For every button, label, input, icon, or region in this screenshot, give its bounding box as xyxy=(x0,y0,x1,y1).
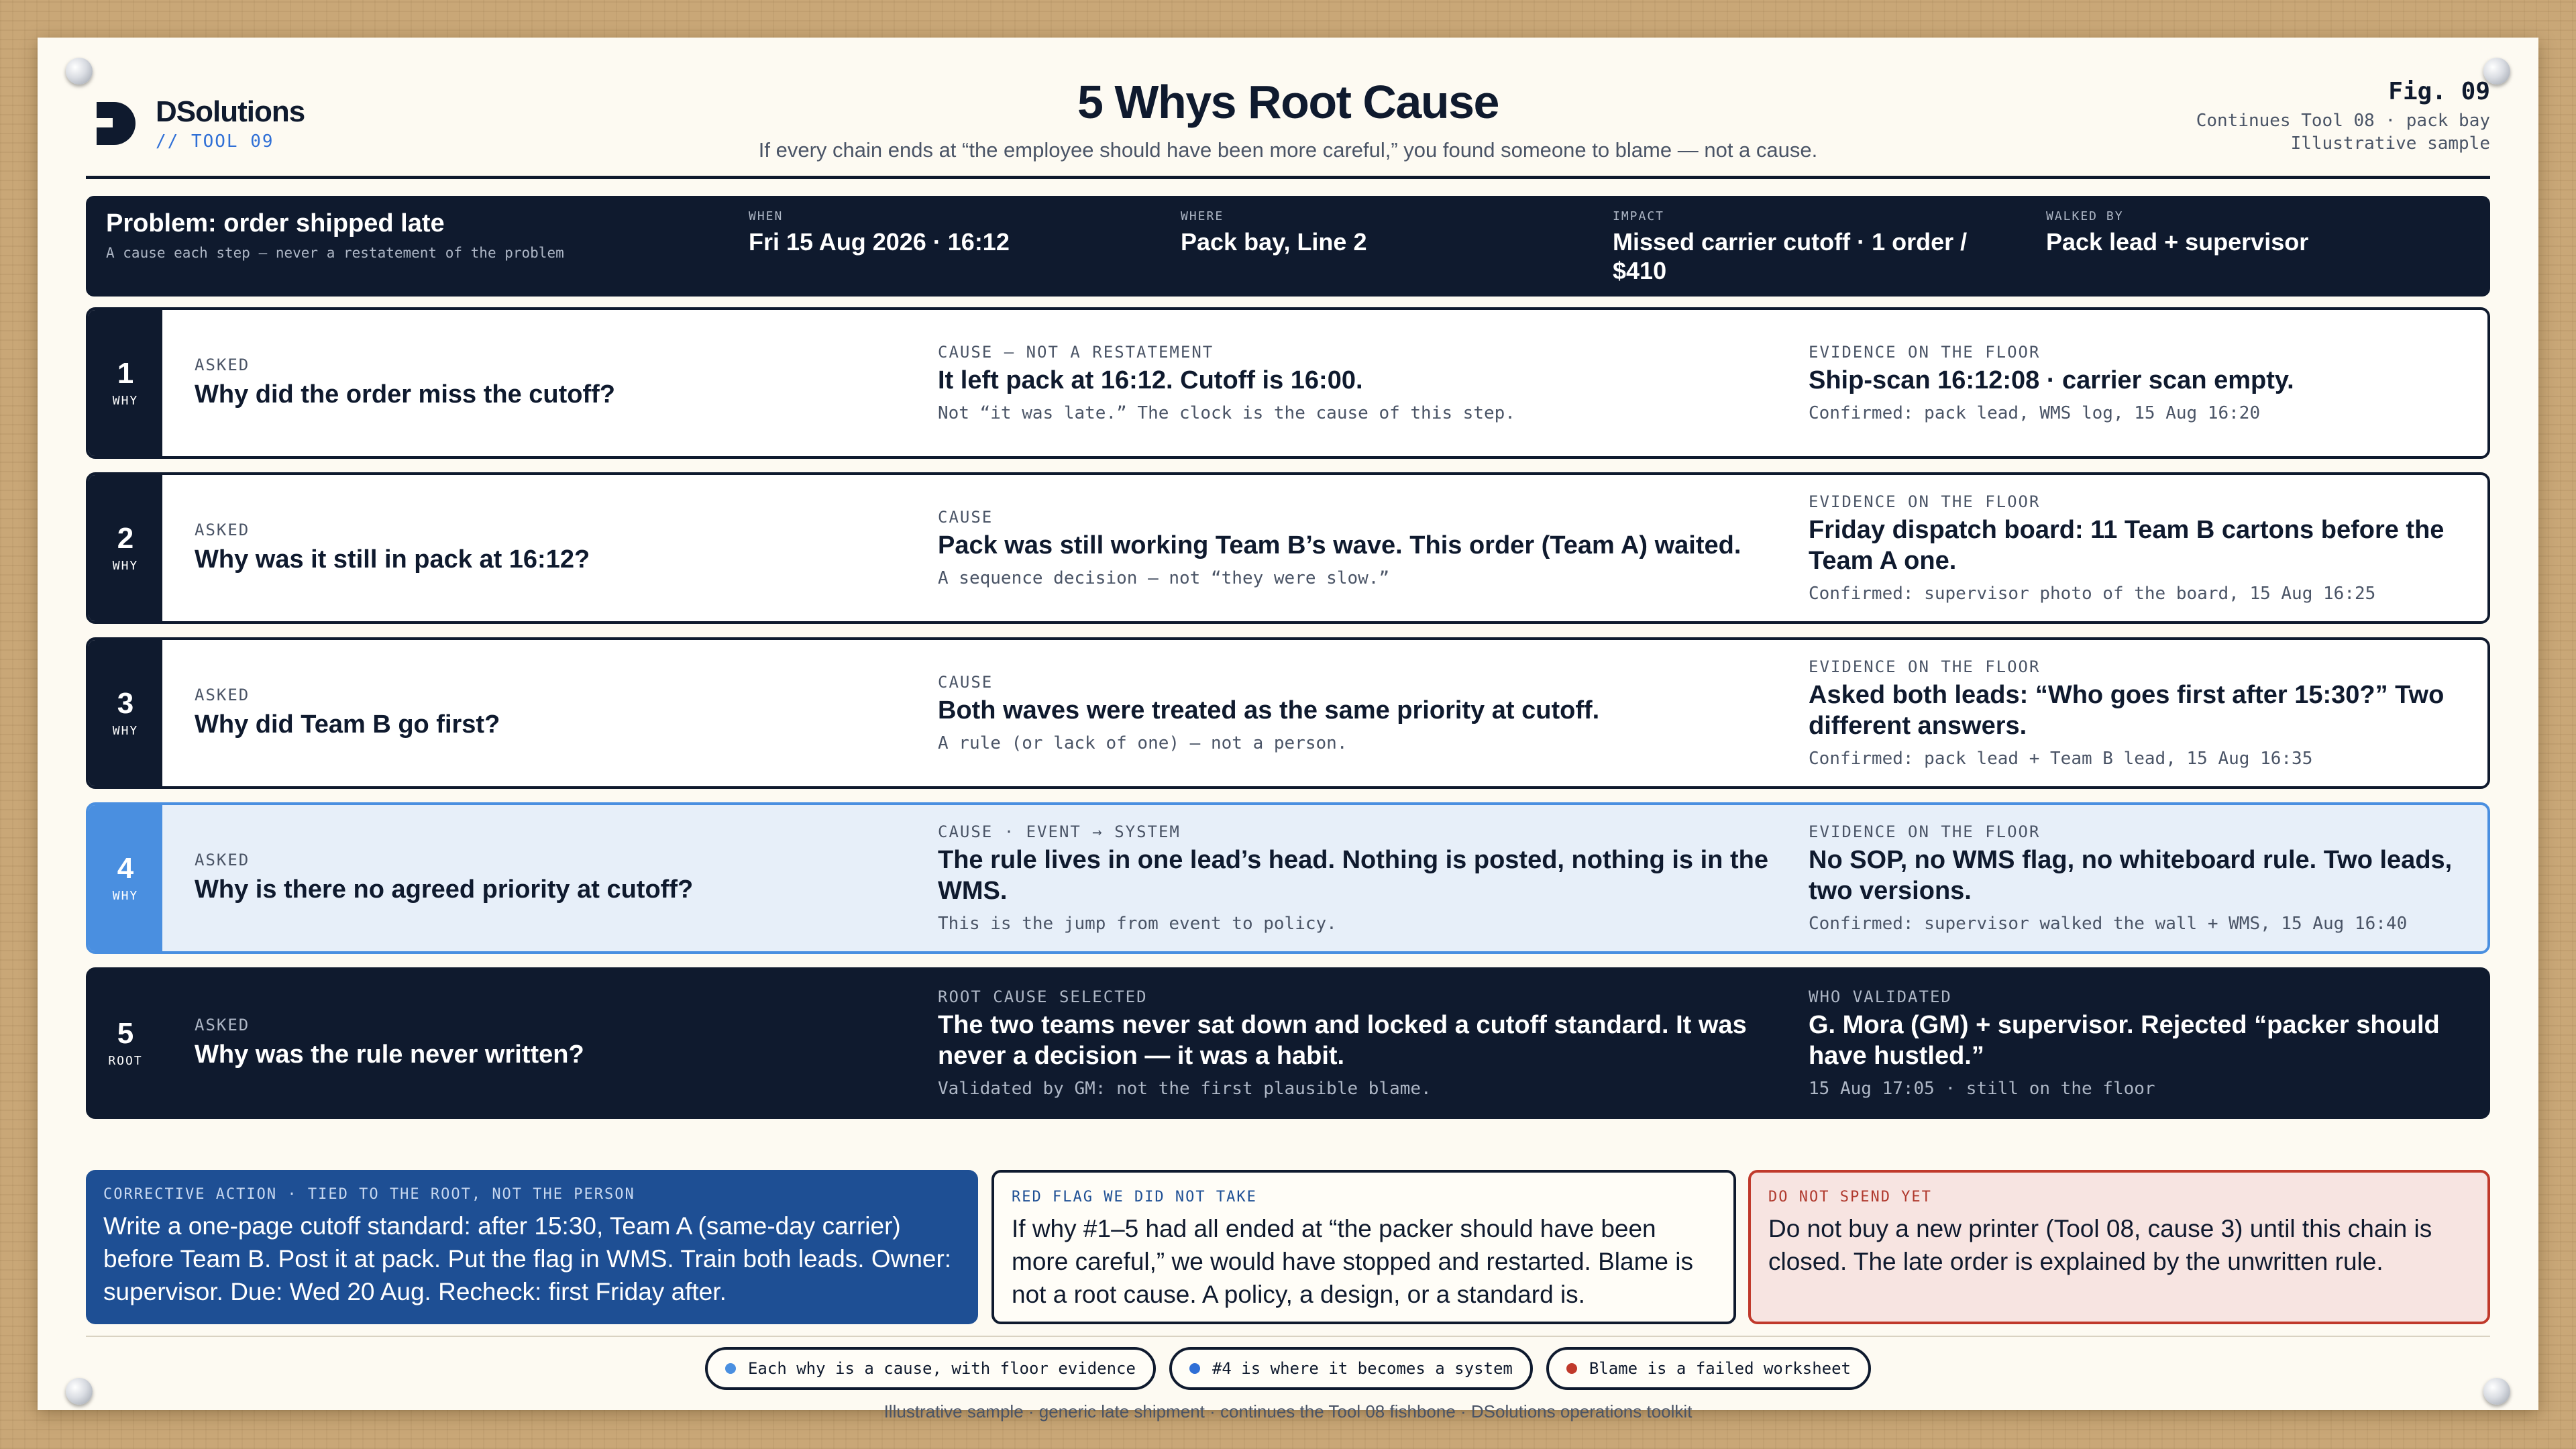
evidence-note: Confirmed: supervisor photo of the board, 15 Aug 16:25 xyxy=(1809,583,2376,604)
footer-divider xyxy=(86,1336,2490,1337)
walked-by-value: Pack lead + supervisor xyxy=(2046,228,2309,256)
do-not-spend-box xyxy=(1748,1170,2490,1324)
page-title: 5 Whys Root Cause xyxy=(1077,76,1499,128)
root-cause-note: Validated by GM: not the first plausible blame. xyxy=(938,1078,1432,1099)
figure-info xyxy=(2196,78,2490,154)
why-row-5-root xyxy=(86,967,2490,1119)
evidence-label: EVIDENCE ON THE FLOOR xyxy=(1809,822,2041,842)
problem-subtitle: A cause each step — never a restatement of the problem xyxy=(106,245,564,261)
validator-text: G. Mora (GM) + supervisor. Rejected “packer should have hustled.” xyxy=(1809,1011,2440,1070)
red-dot-icon xyxy=(1566,1363,1577,1374)
why-question: Why was it still in pack at 16:12? xyxy=(195,545,590,574)
takeaway-chip: Each why is a cause, with floor evidence xyxy=(705,1347,1156,1390)
validator-note: 15 Aug 17:05 · still on the floor xyxy=(1809,1078,2155,1099)
problem-title: Problem: order shipped late xyxy=(106,209,445,237)
cause-note: A sequence decision — not “they were slow.” xyxy=(938,568,1390,588)
evidence-note: Confirmed: pack lead, WMS log, 15 Aug 16:20 xyxy=(1809,402,2261,423)
blue-dot-icon xyxy=(1189,1363,1200,1374)
why-question: Why did the order miss the cutoff? xyxy=(195,380,616,409)
cause-label: CAUSE · EVENT → SYSTEM xyxy=(938,822,1181,842)
why-number-badge: 4 WHY xyxy=(89,805,162,951)
why-question: Why did Team B go first? xyxy=(195,710,500,739)
cause-label: CAUSE xyxy=(938,508,994,527)
asked-label: ASKED xyxy=(195,686,250,705)
evidence-label: EVIDENCE ON THE FLOOR xyxy=(1809,657,2041,677)
do-not-spend-text: Do not buy a new printer (Tool 08, cause 3) until this chain is closed. The late order is explained by the unwritten rule. xyxy=(1768,1215,2432,1276)
figure-number: Fig. 09 xyxy=(2388,78,2490,105)
cause-text: Pack was still working Team B’s wave. This order (Team A) waited. xyxy=(938,531,1741,560)
brand-name: DSolutions xyxy=(156,95,305,128)
cause-note: Not “it was late.” The clock is the cause of this step. xyxy=(938,402,1515,423)
evidence-text: Friday dispatch board: 11 Team B cartons before the Team A one. xyxy=(1809,516,2445,575)
why-number-badge: 3 WHY xyxy=(89,640,162,786)
cause-text: It left pack at 16:12. Cutoff is 16:00. xyxy=(938,366,1363,395)
evidence-label: EVIDENCE ON THE FLOOR xyxy=(1809,343,2041,362)
cause-label: CAUSE xyxy=(938,673,994,692)
why-row-3 xyxy=(86,637,2490,789)
red-flag-text: If why #1–5 had all ended at “the packer should have been more careful,” we would have stopped and restarted. Blame is not a root cause. A policy, a design, or a standard is. xyxy=(1012,1215,1693,1309)
corrective-action-label: CORRECTIVE ACTION · TIED TO THE ROOT, NOT THE PERSON xyxy=(103,1186,635,1203)
corrective-action-box xyxy=(86,1170,978,1324)
evidence-text: Ship-scan 16:12:08 · carrier scan empty. xyxy=(1809,366,2294,395)
root-cause-label: ROOT CAUSE SELECTED xyxy=(938,987,1148,1007)
why-row-4 xyxy=(86,802,2490,954)
asked-label: ASKED xyxy=(195,356,250,375)
red-flag-box xyxy=(991,1170,1736,1324)
why-question: Why was the rule never written? xyxy=(195,1040,584,1069)
cause-text: The rule lives in one lead’s head. Nothing is posted, nothing is in the WMS. xyxy=(938,846,1768,905)
walked-by-label: WALKED BY xyxy=(2046,209,2124,223)
validator-label: WHO VALIDATED xyxy=(1809,987,1952,1007)
root-cause-text: The two teams never sat down and locked a cutoff standard. It was never a decision — it was a habit. xyxy=(938,1011,1747,1070)
blue-dot-icon xyxy=(725,1363,736,1374)
evidence-note: Confirmed: pack lead + Team B lead, 15 Aug 16:35 xyxy=(1809,748,2313,769)
page-subtitle: If every chain ends at “the employee should have been more careful,” you found someone to blame — not a cause. xyxy=(758,138,1818,162)
why-question: Why is there no agreed priority at cutoff? xyxy=(195,875,694,904)
evidence-text: Asked both leads: “Who goes first after 15:30?” Two different answers. xyxy=(1809,681,2445,740)
when-value: Fri 15 Aug 2026 · 16:12 xyxy=(749,228,1010,256)
impact-value: Missed carrier cutoff · 1 order / $410 xyxy=(1613,228,1968,285)
cause-note: This is the jump from event to policy. xyxy=(938,913,1337,934)
where-label: WHERE xyxy=(1181,209,1224,223)
corrective-action-text: Write a one-page cutoff standard: after 15:30, Team A (same-day carrier) before Team B. Post it at pack. Put the flag in WMS. Train both leads. Owner: supervisor. Due: Wed 20 Aug. Recheck: first Friday after. xyxy=(103,1212,952,1306)
problem-bar xyxy=(86,196,2490,297)
evidence-note: Confirmed: supervisor walked the wall + WMS, 15 Aug 16:40 xyxy=(1809,913,2408,934)
header-divider xyxy=(86,176,2490,179)
red-flag-label: RED FLAG WE DID NOT TAKE xyxy=(1012,1189,1257,1205)
footer-note: Illustrative sample · generic late shipment · continues the Tool 08 fishbone · DSolutions operations toolkit xyxy=(883,1401,1693,1421)
impact-label: IMPACT xyxy=(1613,209,1665,223)
asked-label: ASKED xyxy=(195,521,250,540)
cause-text: Both waves were treated as the same priority at cutoff. xyxy=(938,696,1600,725)
where-value: Pack bay, Line 2 xyxy=(1181,228,1367,256)
worksheet xyxy=(38,38,2538,1421)
why-row-1 xyxy=(86,307,2490,459)
do-not-spend-label: DO NOT SPEND YET xyxy=(1768,1189,1932,1205)
asked-label: ASKED xyxy=(195,851,250,870)
when-label: WHEN xyxy=(749,209,784,223)
why-row-2 xyxy=(86,472,2490,624)
tool-number: // TOOL 09 xyxy=(156,131,274,152)
sample-note: Illustrative sample xyxy=(2290,133,2490,154)
takeaway-chip: Blame is a failed worksheet xyxy=(1546,1347,1871,1390)
why-number-badge: 1 WHY xyxy=(89,310,162,456)
cause-note: A rule (or lack of one) — not a person. xyxy=(938,733,1348,753)
asked-label: ASKED xyxy=(195,1016,250,1035)
key-takeaways xyxy=(38,1347,2538,1390)
why-number-badge: 2 WHY xyxy=(89,475,162,621)
why-number-badge: 5 ROOT xyxy=(89,970,162,1116)
evidence-text: No SOP, no WMS flag, no whiteboard rule. Two leads, two versions. xyxy=(1809,846,2453,905)
takeaway-chip: #4 is where it becomes a system xyxy=(1169,1347,1533,1390)
cause-label: CAUSE — NOT A RESTATEMENT xyxy=(938,343,1214,362)
continues-note: Continues Tool 08 · pack bay xyxy=(2196,111,2490,131)
evidence-label: EVIDENCE ON THE FLOOR xyxy=(1809,492,2041,512)
